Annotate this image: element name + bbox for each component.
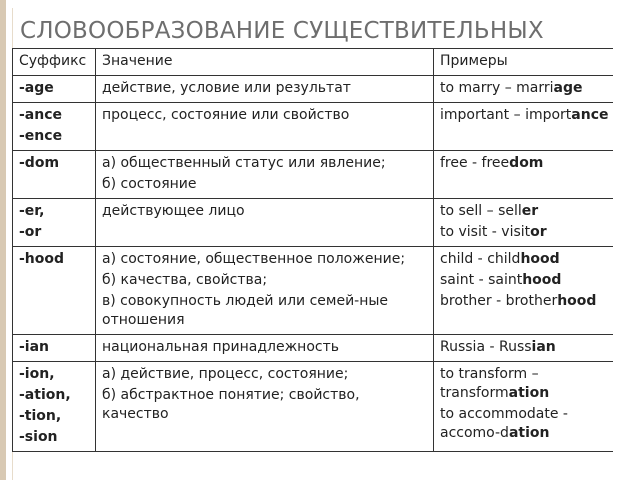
example-suffix: er <box>521 203 539 219</box>
examples-cell <box>434 76 614 103</box>
example-line <box>440 338 612 357</box>
example-line <box>440 292 612 311</box>
meaning-line: действие, условие или результат <box>102 80 351 96</box>
table-row <box>13 247 614 335</box>
suffix-cell <box>13 76 96 103</box>
suffix-line: -sion <box>19 429 58 445</box>
suffix-cell <box>13 362 96 452</box>
meaning-line: в) совокупность людей или семей-ные отношения <box>102 293 389 328</box>
example-line <box>440 250 612 269</box>
example-line <box>440 154 612 173</box>
suffix-line: -ance <box>19 107 63 123</box>
meaning-line: национальная принадлежность <box>102 339 340 355</box>
decorative-side-bar <box>0 0 6 480</box>
meaning-line: б) качества, свойства; <box>102 272 268 288</box>
example-base: child - child <box>440 251 521 267</box>
example-line <box>440 271 612 290</box>
meaning-line: а) действие, процесс, состояние; <box>102 366 349 382</box>
example-line <box>440 79 612 98</box>
example-base: to marry – marri <box>440 80 554 96</box>
example-suffix: ance <box>571 107 609 123</box>
suffix-cell <box>13 199 96 247</box>
meaning-cell <box>96 199 434 247</box>
table-row <box>13 151 614 199</box>
example-suffix: hood <box>557 293 597 309</box>
header-examples: Примеры <box>434 49 614 76</box>
suffix-line: -ence <box>19 128 63 144</box>
examples-cell <box>434 335 614 362</box>
table-row <box>13 76 614 103</box>
example-line <box>440 202 612 221</box>
table-body <box>13 76 614 452</box>
example-suffix: ation <box>508 425 550 441</box>
suffix-line: -er, <box>19 203 45 219</box>
suffix-cell <box>13 151 96 199</box>
table-header-row <box>13 49 614 76</box>
meaning-cell <box>96 76 434 103</box>
table-container <box>12 48 613 480</box>
example-suffix: age <box>553 80 583 96</box>
example-base: free - free <box>440 155 510 171</box>
example-suffix: ation <box>508 385 550 401</box>
meaning-cell <box>96 151 434 199</box>
example-suffix: ian <box>531 339 556 355</box>
suffix-line: -ion, <box>19 366 55 382</box>
meaning-line: б) состояние <box>102 176 197 192</box>
suffix-line: -or <box>19 224 42 240</box>
suffix-line: -dom <box>19 155 60 171</box>
example-line <box>440 365 612 403</box>
table-row <box>13 103 614 151</box>
meaning-line: а) общественный статус или явление; <box>102 155 386 171</box>
meaning-line: а) состояние, общественное положение; <box>102 251 406 267</box>
example-base: to transform – transform <box>440 366 539 401</box>
example-base: to visit - visit <box>440 224 531 240</box>
meaning-cell <box>96 247 434 335</box>
table-row <box>13 335 614 362</box>
example-base: important – import <box>440 107 572 123</box>
example-suffix: hood <box>520 251 560 267</box>
examples-cell <box>434 247 614 335</box>
suffix-line: -hood <box>19 251 65 267</box>
examples-cell <box>434 199 614 247</box>
slide-title: СЛОВООБРАЗОВАНИЕ СУЩЕСТВИТЕЛЬНЫХ <box>20 18 544 44</box>
meaning-line: б) абстрактное понятие; свойство, качество <box>102 387 360 422</box>
meaning-cell <box>96 335 434 362</box>
example-line <box>440 223 612 242</box>
header-meaning: Значение <box>96 49 434 76</box>
example-base: saint - saint <box>440 272 523 288</box>
meaning-line: процесс, состояние или свойство <box>102 107 350 123</box>
suffix-table <box>12 48 613 452</box>
meaning-cell <box>96 362 434 452</box>
meaning-cell <box>96 103 434 151</box>
suffix-line: -age <box>19 80 54 96</box>
table-row <box>13 362 614 452</box>
suffix-line: -ation, <box>19 387 71 403</box>
meaning-line: действующее лицо <box>102 203 245 219</box>
table-row <box>13 199 614 247</box>
suffix-cell <box>13 335 96 362</box>
example-line <box>440 106 612 125</box>
suffix-cell <box>13 103 96 151</box>
header-suffix: Суффикс <box>13 49 96 76</box>
suffix-line: -ian <box>19 339 50 355</box>
example-base: Russia - Russ <box>440 339 532 355</box>
example-base: to sell – sell <box>440 203 522 219</box>
example-base: brother - brother <box>440 293 558 309</box>
example-suffix: or <box>530 224 547 240</box>
examples-cell <box>434 362 614 452</box>
examples-cell <box>434 103 614 151</box>
example-suffix: hood <box>522 272 562 288</box>
example-suffix: dom <box>509 155 544 171</box>
suffix-line: -tion, <box>19 408 62 424</box>
example-base: to accommodate - accomo-d <box>440 406 568 441</box>
suffix-cell <box>13 247 96 335</box>
examples-cell <box>434 151 614 199</box>
example-line <box>440 405 612 443</box>
